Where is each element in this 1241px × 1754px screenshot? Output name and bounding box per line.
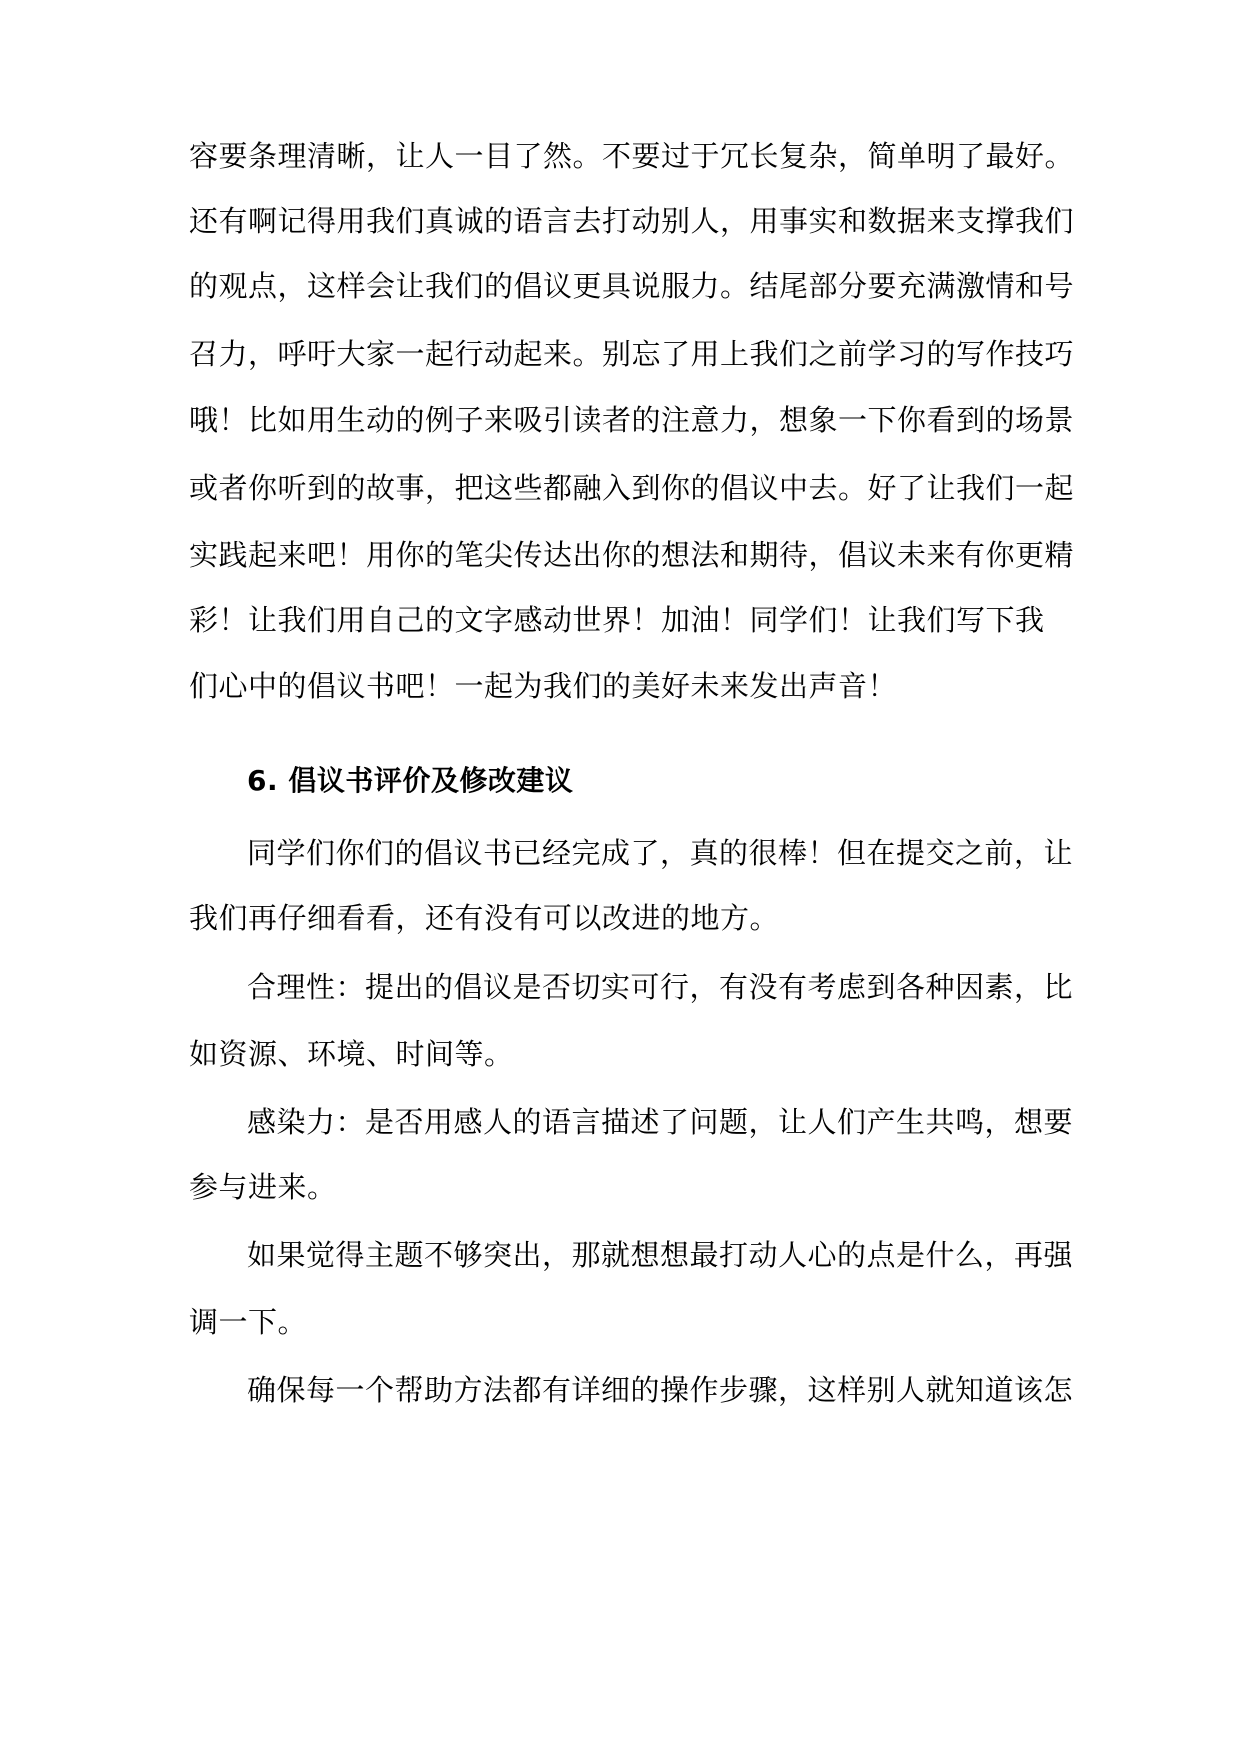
paragraph-first-line: 合理性：提出的倡议是否切实可行，有没有考虑到各种因素，比 [247,970,1074,1004]
body-text-line: 我们再仔细看看，还有没有可以改进的地方。 [189,901,780,935]
body-text-line: 们心中的倡议书吧！一起为我们的美好未来发出声音！ [189,669,898,703]
body-text-line: 哦！比如用生动的例子来吸引读者的注意力，想象一下你看到的场景 [189,403,1075,437]
section-heading: 6. 倡议书评价及修改建议 [247,764,574,797]
paragraph-first-line: 如果觉得主题不够突出，那就想想最打动人心的点是什么，再强 [247,1238,1074,1272]
body-text-line: 如资源、环境、时间等。 [189,1037,514,1071]
body-text-line: 的观点，这样会让我们的倡议更具说服力。结尾部分要充满激情和号 [189,269,1075,303]
body-text-line: 参与进来。 [189,1170,337,1204]
paragraph-first-line: 确保每一个帮助方法都有详细的操作步骤，这样别人就知道该怎 [247,1373,1074,1407]
paragraph-first-line: 同学们你们的倡议书已经完成了，真的很棒！但在提交之前，让 [247,836,1074,870]
body-text-line: 或者你听到的故事，把这些都融入到你的倡议中去。好了让我们一起 [189,471,1075,505]
body-text-line: 召力，呼吁大家一起行动起来。别忘了用上我们之前学习的写作技巧 [189,337,1075,371]
body-text-line: 彩！让我们用自己的文字感动世界！加油！同学们！让我们写下我 [189,603,1045,637]
body-text-line: 还有啊记得用我们真诚的语言去打动别人，用事实和数据来支撑我们 [189,204,1075,238]
paragraph-first-line: 感染力：是否用感人的语言描述了问题，让人们产生共鸣，想要 [247,1105,1074,1139]
body-text-line: 调一下。 [189,1305,308,1339]
body-text-line: 实践起来吧！用你的笔尖传达出你的想法和期待，倡议未来有你更精 [189,538,1075,572]
body-text-line: 容要条理清晰，让人一目了然。不要过于冗长复杂，简单明了最好。 [189,139,1075,173]
